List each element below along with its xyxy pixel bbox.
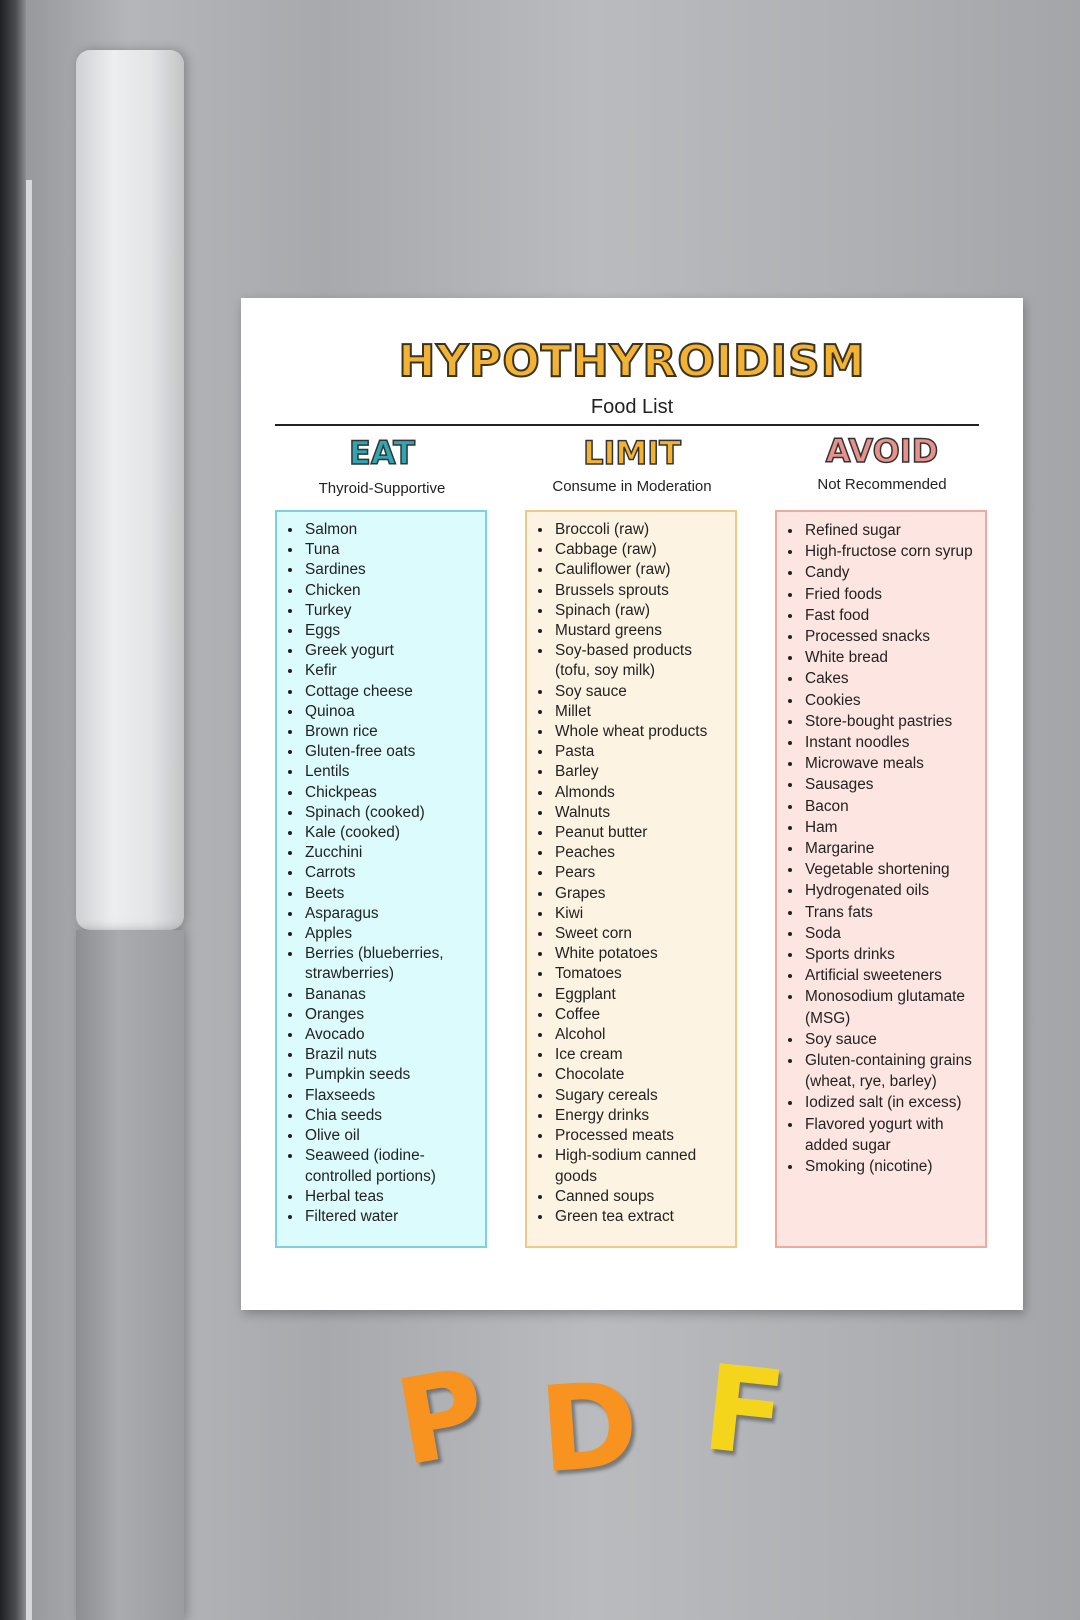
list-item: • Cauliflower (raw) [553, 560, 729, 580]
list-item: • White potatoes [553, 944, 729, 964]
list-item: • Peanut butter [553, 823, 729, 843]
list-item: • Eggplant [553, 985, 729, 1005]
list-item: • Chocolate [553, 1065, 729, 1085]
list-item: • Cabbage (raw) [553, 540, 729, 560]
list-item: • Tuna [303, 540, 479, 560]
list-item: • Whole wheat products [553, 722, 729, 742]
avoid-list-box [775, 510, 987, 1248]
list-item: • Soy sauce [553, 682, 729, 702]
list-item: • Soy-based products (tofu, soy milk) [553, 641, 729, 681]
list-item: • Candy [803, 562, 979, 583]
sheet-title: HYPOTHYROIDISM [398, 336, 866, 387]
list-item: • Pumpkin seeds [303, 1065, 479, 1085]
list-item: • Monosodium glutamate (MSG) [803, 986, 979, 1028]
list-item: • Flavored yogurt with added sugar [803, 1114, 979, 1156]
list-item: • Smoking (nicotine) [803, 1156, 979, 1177]
limit-heading: LIMIT [583, 434, 681, 472]
list-item: • Bananas [303, 985, 479, 1005]
list-item: • Processed snacks [803, 626, 979, 647]
list-item: • Eggs [303, 621, 479, 641]
list-item: • Processed meats [553, 1126, 729, 1146]
list-item: • Apples [303, 924, 479, 944]
list-item: • Coffee [553, 1005, 729, 1025]
list-item: • Gluten-free oats [303, 742, 479, 762]
list-item: • Energy drinks [553, 1106, 729, 1126]
list-item: • Seaweed (iodine-controlled portions) [303, 1146, 479, 1186]
list-item: • Cottage cheese [303, 682, 479, 702]
fridge-door-edge [0, 0, 26, 1620]
list-item: • Vegetable shortening [803, 859, 979, 880]
list-item: • Filtered water [303, 1207, 479, 1227]
list-item: • Brussels sprouts [553, 581, 729, 601]
list-item: • Avocado [303, 1025, 479, 1045]
fridge-handle-lower [76, 930, 184, 1620]
eat-subheading: Thyroid-Supportive [318, 480, 446, 497]
magnet-letter-d: D [535, 1354, 643, 1500]
list-item: • Quinoa [303, 702, 479, 722]
magnet-letter-p: P [386, 1341, 496, 1493]
list-item: • Fast food [803, 605, 979, 626]
eat-list [277, 512, 485, 1227]
list-item: • Spinach (raw) [553, 601, 729, 621]
list-item: • Iodized salt (in excess) [803, 1092, 979, 1113]
list-item: • Asparagus [303, 904, 479, 924]
list-item: • Flaxseeds [303, 1086, 479, 1106]
list-item: • High-fructose corn syrup [803, 541, 979, 562]
eat-heading: EAT [349, 434, 415, 472]
list-item: • Hydrogenated oils [803, 880, 979, 901]
list-item: • Grapes [553, 884, 729, 904]
list-item: • Kiwi [553, 904, 729, 924]
list-item: • Greek yogurt [303, 641, 479, 661]
list-item: • Sugary cereals [553, 1086, 729, 1106]
list-item: • Pasta [553, 742, 729, 762]
list-item: • Spinach (cooked) [303, 803, 479, 823]
list-item: • Canned soups [553, 1187, 729, 1207]
list-item: • Chia seeds [303, 1106, 479, 1126]
list-item: • Microwave meals [803, 753, 979, 774]
list-item: • Broccoli (raw) [553, 520, 729, 540]
list-item: • Olive oil [303, 1126, 479, 1146]
list-item: • Oranges [303, 1005, 479, 1025]
list-item: • Mustard greens [553, 621, 729, 641]
list-item: • Sardines [303, 560, 479, 580]
list-item: • Margarine [803, 838, 979, 859]
avoid-subheading: Not Recommended [817, 476, 947, 493]
list-item: • Brown rice [303, 722, 479, 742]
list-item: • Millet [553, 702, 729, 722]
list-item: • Bacon [803, 796, 979, 817]
list-item: • Salmon [303, 520, 479, 540]
list-item: • Tomatoes [553, 964, 729, 984]
list-item: • Pears [553, 863, 729, 883]
list-item: • Sausages [803, 774, 979, 795]
list-item: • Brazil nuts [303, 1045, 479, 1065]
list-item: • High-sodium canned goods [553, 1146, 729, 1186]
list-item: • Turkey [303, 601, 479, 621]
list-item: • Barley [553, 762, 729, 782]
list-item: • Ham [803, 817, 979, 838]
list-item: • Chicken [303, 581, 479, 601]
title-divider [275, 424, 979, 426]
list-item: • Lentils [303, 762, 479, 782]
list-item: • Berries (blueberries, strawberries) [303, 944, 479, 984]
list-item: • Instant noodles [803, 732, 979, 753]
list-item: • Zucchini [303, 843, 479, 863]
list-item: • Gluten-containing grains (wheat, rye, barley) [803, 1050, 979, 1092]
list-item: • Refined sugar [803, 520, 979, 541]
list-item: • Trans fats [803, 902, 979, 923]
list-item: • Soda [803, 923, 979, 944]
list-item: • Peaches [553, 843, 729, 863]
list-item: • Herbal teas [303, 1187, 479, 1207]
list-item: • Cakes [803, 668, 979, 689]
limit-subheading: Consume in Moderation [552, 478, 712, 495]
list-item: • Sports drinks [803, 944, 979, 965]
list-item: • Chickpeas [303, 783, 479, 803]
list-item: • Walnuts [553, 803, 729, 823]
list-item: • Almonds [553, 783, 729, 803]
list-item: • Kale (cooked) [303, 823, 479, 843]
fridge-handle [76, 50, 184, 930]
sheet-subtitle: Food List [590, 396, 674, 418]
eat-list-box [275, 510, 487, 1248]
list-item: • Store-bought pastries [803, 711, 979, 732]
fridge-door-seam [26, 180, 32, 1620]
avoid-heading: AVOID [825, 432, 939, 470]
list-item: • Green tea extract [553, 1207, 729, 1227]
list-item: • Beets [303, 884, 479, 904]
list-item: • Carrots [303, 863, 479, 883]
list-item: • Ice cream [553, 1045, 729, 1065]
list-item: • Artificial sweeteners [803, 965, 979, 986]
list-item: • Alcohol [553, 1025, 729, 1045]
list-item: • Cookies [803, 690, 979, 711]
limit-list [527, 512, 735, 1227]
list-item: • White bread [803, 647, 979, 668]
limit-list-box [525, 510, 737, 1248]
list-item: • Kefir [303, 661, 479, 681]
list-item: • Sweet corn [553, 924, 729, 944]
food-list-sheet [241, 298, 1023, 1310]
list-item: • Soy sauce [803, 1029, 979, 1050]
list-item: • Fried foods [803, 584, 979, 605]
magnet-letter-f: F [697, 1338, 792, 1484]
avoid-list [777, 512, 985, 1177]
